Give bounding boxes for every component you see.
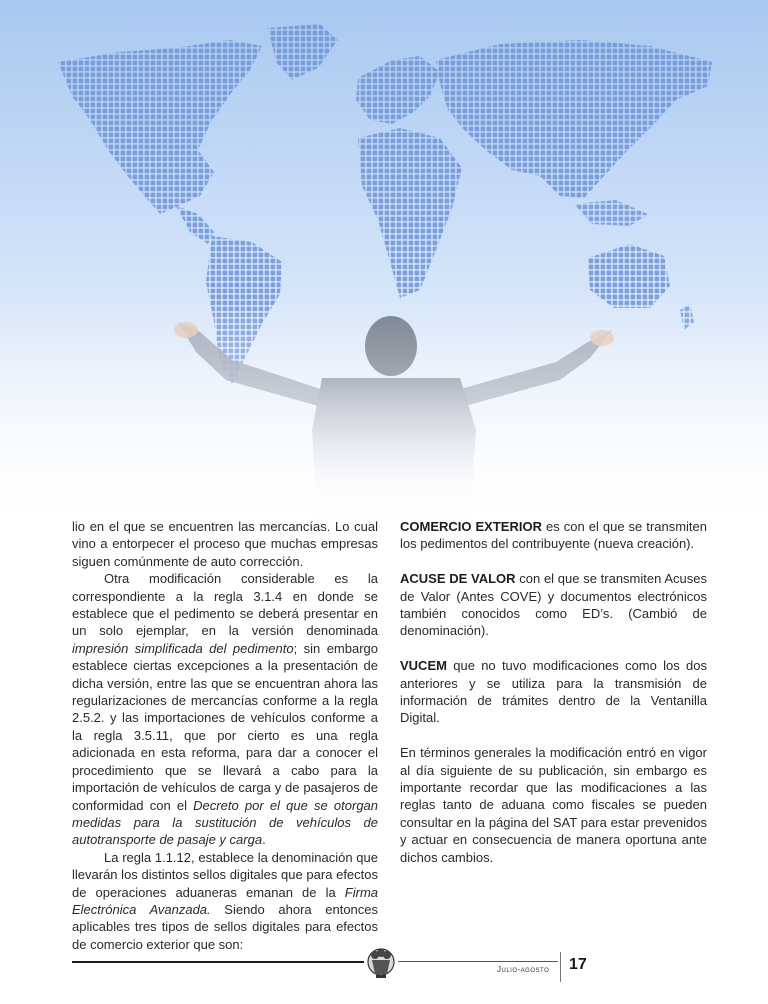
continent-europe: [356, 56, 440, 124]
right-column: [400, 518, 707, 883]
footer-issue-label: Julio-agosto: [497, 965, 550, 974]
continent-australia: [588, 244, 670, 308]
paragraph-conclusion: En términos generales la modificación entró en vigor al día siguiente de su publicación, sin embargo es importante recordar que las modificaciones a las reglas tanto de aduana como fiscales se pueden consultar en la página del SAT para estar prevenidos y actuar en consecuencia de manera oportuna ante dichos cambios.: [400, 745, 707, 865]
seal-comercio-exterior: COMERCIO EXTERIOR es con el que se transmiten los pedimentos del contribuyente (nueva creación).: [400, 519, 707, 552]
paragraph-2: Otra modificación considerable es la correspondiente a la regla 3.1.4 en donde se establece que el pedimento se deberá presentar en un solo ejemplar, en la versión denominada impresión simplificada del pedimento; sin embargo establece ciertas excepciones a la presentación de dicha versión, entre las que se encuentran ahora las regularizaciones de mercancías conforme a la regla 2.5.2. y las importaciones de vehículos conforme a la regla 3.5.11, que por cierto es una regla adicionada en esta reforma, para dar a conocer el procedimiento que se llevará a cabo para la importación de vehículos de carga y de pasajeros de conformidad con el Decreto por el que se otorgan medidas para la sustitución de vehículos de autotransporte de pasaje y carga.: [72, 571, 379, 848]
seal-vucem: VUCEM que no tuvo modificaciones como los dos anteriores y se utiliza para la transmisión de información de trámites dentro de la Ventanilla Digital.: [400, 658, 707, 726]
continent-greenland: [268, 24, 338, 80]
continent-asia: [436, 40, 712, 198]
page-number: 17: [569, 956, 587, 973]
paragraph-3: La regla 1.1.12, establece la denominación que llevarán los distintos sellos digitales que para efectos de operaciones aduaneras emanan de la Firma Electrónica Avanzada. Siendo ahora entonces aplicables tres tipos de sellos digitales para efectos de comercio exterior que son:: [72, 849, 379, 952]
footer-rule-right: [398, 961, 558, 962]
magazine-logo-icon: [362, 944, 400, 984]
left-column: [72, 518, 378, 953]
seal-acuse-de-valor: ACUSE DE VALOR con el que se transmiten Acuses de Valor (Antes COVE) y documentos electrónicos también conocidos como ED’s. (Cambió de denominación).: [400, 571, 707, 639]
continent-central-america: [176, 206, 214, 244]
footer-rule-left: [72, 961, 364, 963]
continent-africa: [358, 128, 462, 298]
continent-north-america: [58, 40, 262, 214]
footer-divider: [560, 952, 561, 982]
continent-islands: [574, 200, 648, 226]
paragraph-1: lio en el que se encuentren las mercancías. Lo cual vino a entorpecer el proceso que muchas empresas siguen comúnmente de auto corrección.: [72, 519, 378, 569]
